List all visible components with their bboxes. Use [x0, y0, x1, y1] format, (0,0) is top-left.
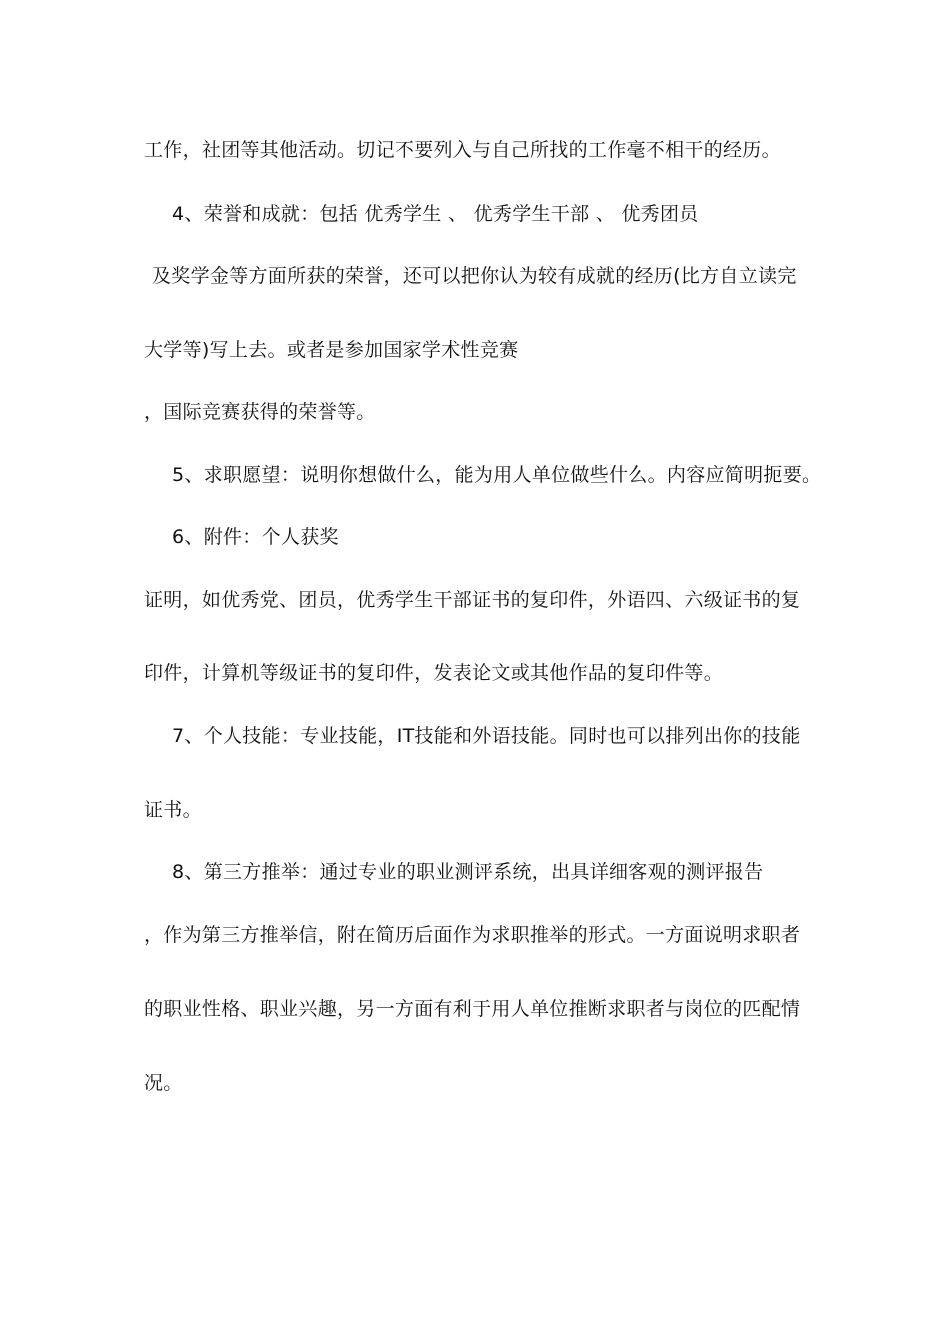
text-line-5: ，国际竞赛获得的荣誉等。	[144, 401, 376, 423]
text-line-10: 7、个人技能：专业技能，IT技能和外语技能。同时也可以排列出你的技能	[172, 725, 801, 747]
text-line-1: 工作，社团等其他活动。切记不要列入与自己所找的工作毫不相干的经历。	[144, 139, 781, 161]
text-line-4: 大学等)写上去。或者是参加国家学术性竞赛	[144, 339, 519, 361]
text-line-12: 8、第三方推举：通过专业的职业测评系统，出具详细客观的测评报告	[172, 861, 764, 883]
text-line-11: 证书。	[144, 799, 202, 821]
text-line-6: 5、求职愿望：说明你想做什么，能为用人单位做些什么。内容应简明扼要。	[172, 464, 822, 486]
text-line-3: 及奖学金等方面所获的荣誉，还可以把你认为较有成就的经历(比方自立读完	[152, 265, 797, 287]
text-line-2: 4、荣誉和成就：包括 优秀学生 、 优秀学生干部 、 优秀团员	[172, 203, 699, 225]
text-line-14: 的职业性格、职业兴趣，另一方面有利于用人单位推断求职者与岗位的匹配情	[144, 998, 801, 1020]
text-line-13: ，作为第三方推举信，附在简历后面作为求职推举的形式。一方面说明求职者	[144, 924, 801, 946]
text-line-7: 6、附件：个人获奖	[172, 526, 339, 548]
text-line-15: 况。	[144, 1072, 183, 1094]
text-line-8: 证明，如优秀党、团员，优秀学生干部证书的复印件，外语四、六级证书的复	[144, 589, 801, 611]
text-line-9: 印件，计算机等级证书的复印件，发表论文或其他作品的复印件等。	[144, 662, 724, 684]
